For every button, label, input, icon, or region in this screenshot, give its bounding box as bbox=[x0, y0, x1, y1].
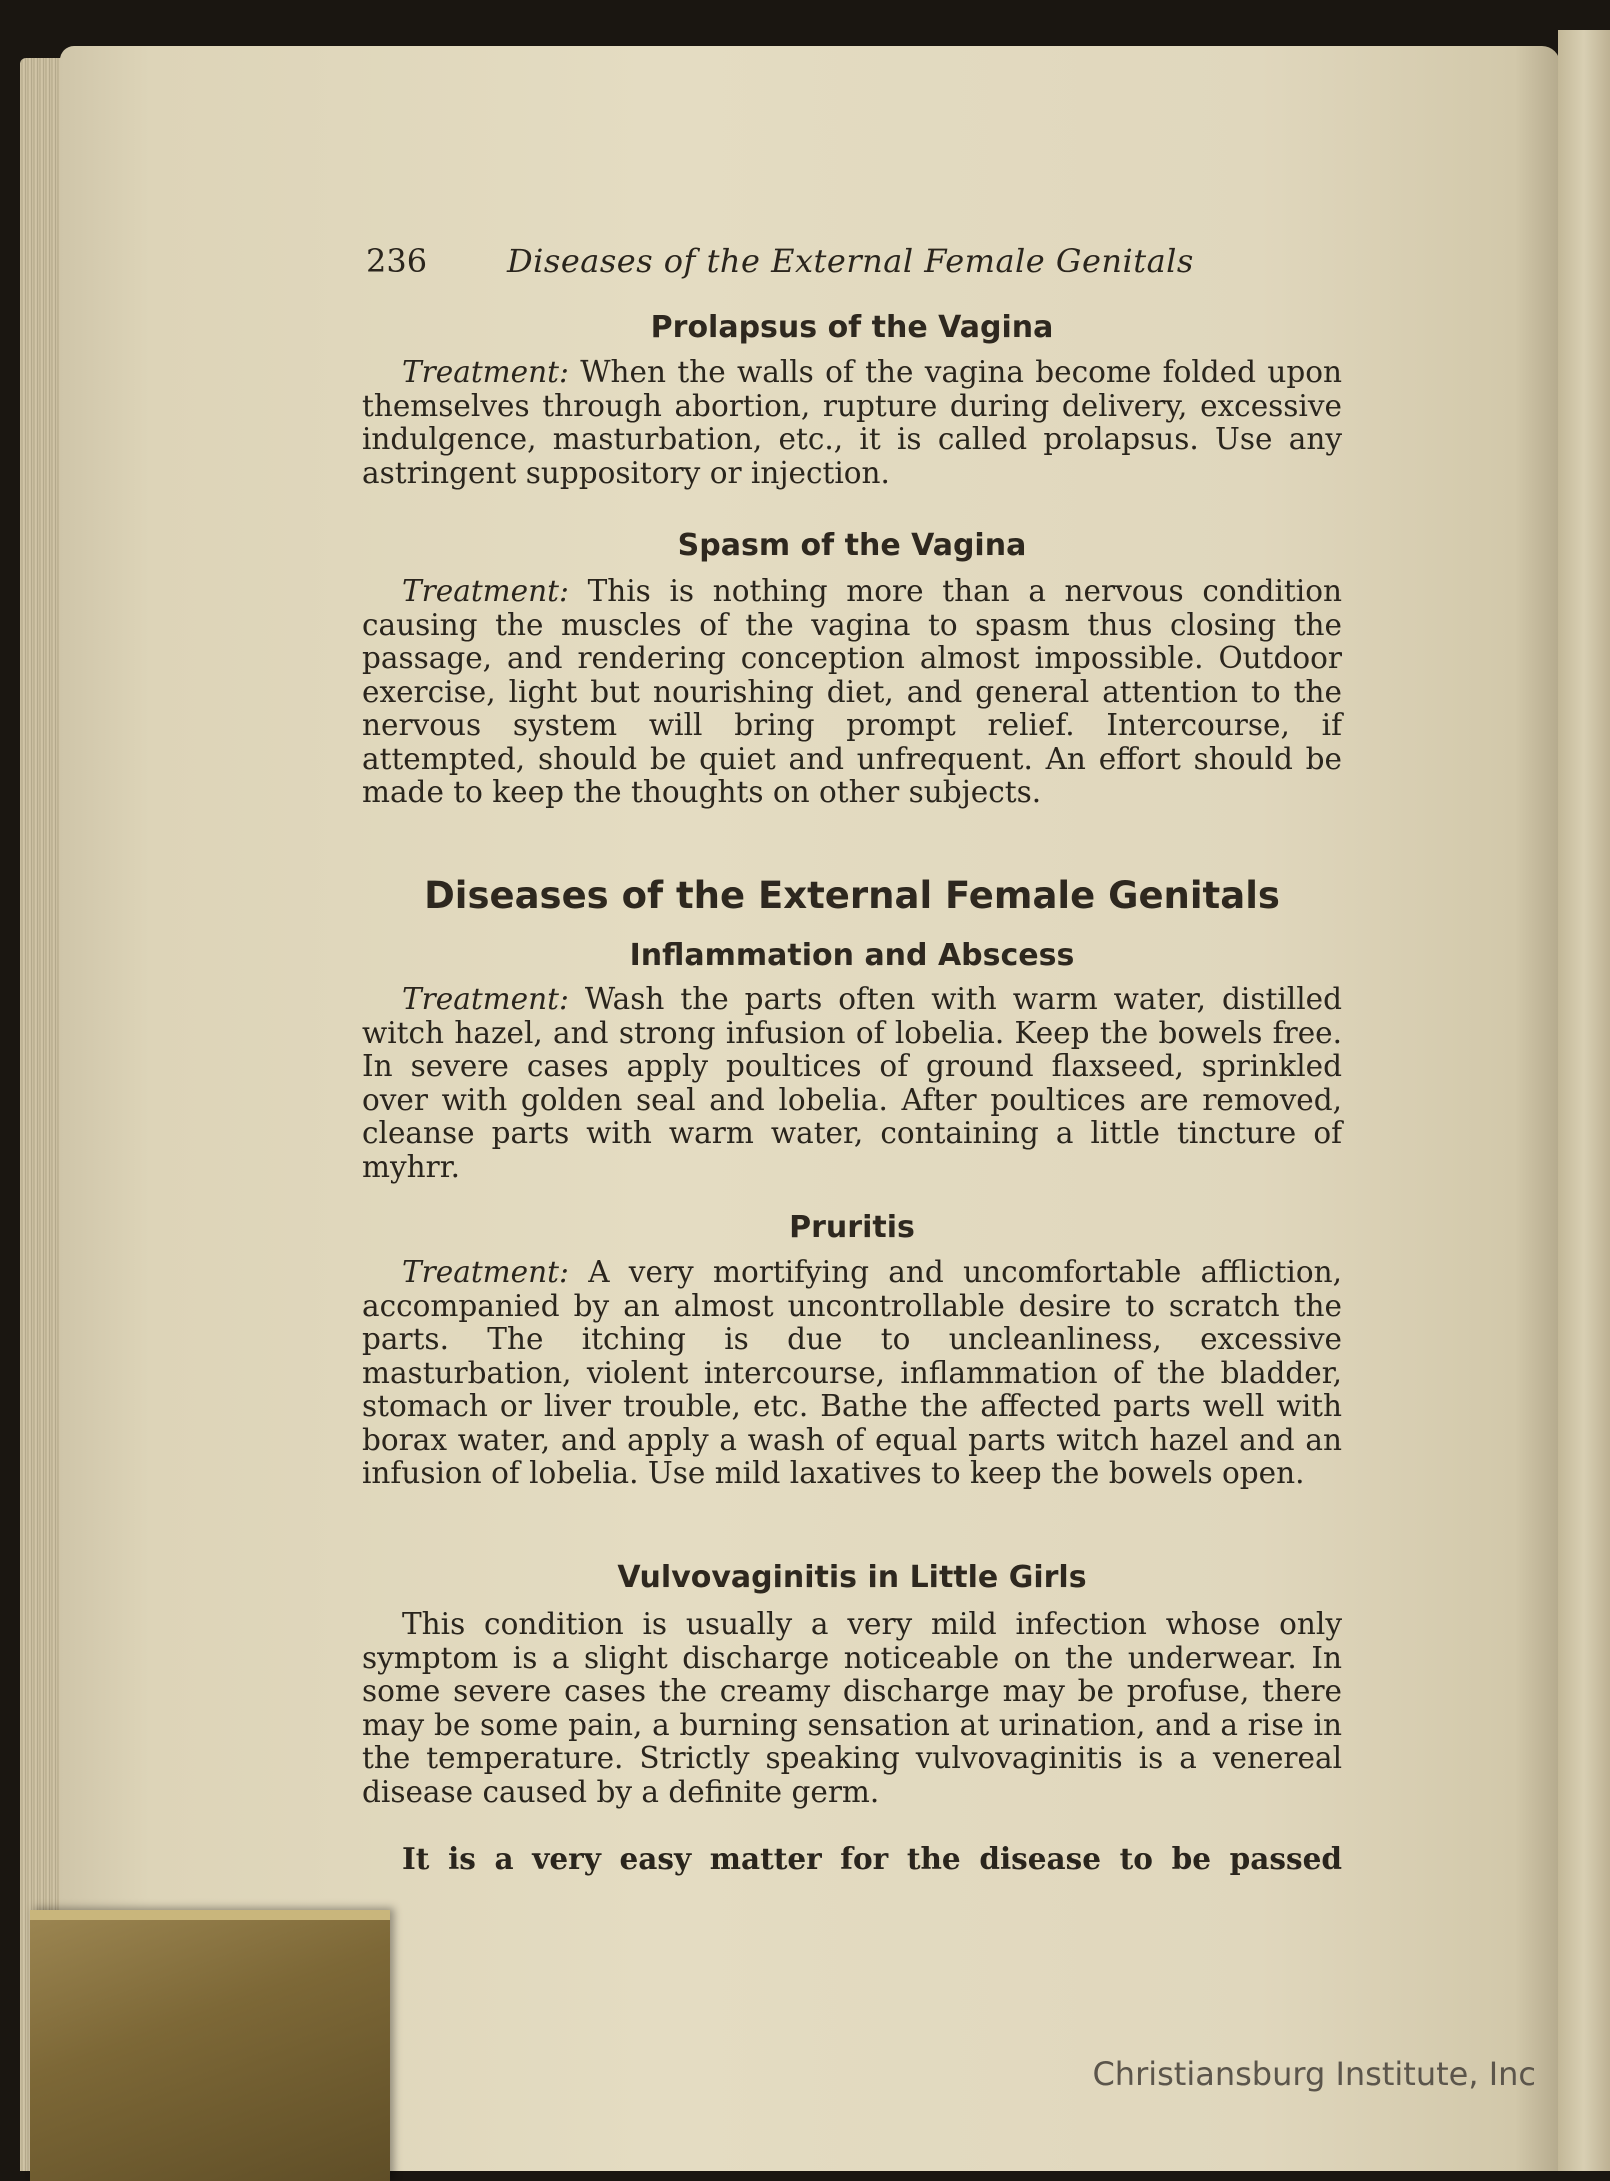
watermark: Christiansburg Institute, Inc bbox=[1092, 2055, 1536, 2093]
running-title: Diseases of the External Female Genitals bbox=[507, 242, 1194, 280]
paragraph-continued: It is a very easy matter for the disease to be passed bbox=[402, 1841, 1342, 1876]
facing-page-edge bbox=[1558, 30, 1610, 2171]
paragraph-text: Wash the parts often with warm water, distilled witch hazel, and strong infusion of lobelia. Keep the bowels free. In severe cases apply poultices of ground flaxseed, sprinkled over with golden seal and lobelia. After poultices are removed, cleanse parts with warm water, containing a little tincture of myhrr. bbox=[362, 982, 1342, 1184]
paragraph-vulvovaginitis: This condition is usually a very mild infection whose only symptom is a slight discharge noticeable on the underwear. In some severe cases the creamy discharge may be profuse, there may be some pain, a burning sensation at urination, and a rise in the temperature. Strictly speaking vulvovaginitis is a venereal disease caused by a definite germ. bbox=[362, 1607, 1342, 1809]
heading-inflammation: Inflammation and Abscess bbox=[629, 938, 1075, 973]
paragraph-inflammation bbox=[362, 983, 1342, 1184]
heading-spasm: Spasm of the Vagina bbox=[677, 528, 1027, 563]
treatment-label: Treatment: bbox=[402, 1255, 569, 1289]
treatment-label: Treatment: bbox=[402, 355, 569, 389]
paragraph-text: A very mortifying and uncomfortable affliction, accompanied by an almost uncontrollable desire to scratch the parts. The itching is due to uncleanliness, excessive masturbation, violent intercourse, inflammation of the bladder, stomach or liver trouble, etc. Bathe the affected parts well with borax water, and apply a wash of equal parts witch hazel and an infusion of lobelia. Use mild laxatives to keep the bowels open. bbox=[362, 1255, 1342, 1490]
paragraph-text: When the walls of the vagina become folded upon themselves through abortion, rupture during delivery, excessive indulgence, masturbation, etc., it is called prolapsus. Use any astringent suppository or injection. bbox=[362, 355, 1342, 490]
heading-pruritis: Pruritis bbox=[789, 1210, 915, 1245]
paragraph-spasm bbox=[362, 575, 1342, 810]
paragraph-text: This is nothing more than a nervous condition causing the muscles of the vagina to spasm thus closing the passage, and rendering conception almost impossible. Outdoor exercise, light but nourishing diet, and general attention to the nervous system will bring prompt relief. Intercourse, if attempted, should be quiet and unfrequent. An effort should be made to keep the thoughts on other subjects. bbox=[362, 574, 1342, 809]
running-head bbox=[362, 238, 1342, 288]
gilded-page-edge bbox=[30, 1910, 390, 2181]
paragraph-pruritis bbox=[362, 1256, 1342, 1491]
heading-vulvovaginitis: Vulvovaginitis in Little Girls bbox=[617, 1560, 1087, 1595]
heading-prolapsus: Prolapsus of the Vagina bbox=[650, 310, 1054, 345]
paragraph-prolapsus bbox=[362, 356, 1342, 490]
page-number: 236 bbox=[366, 242, 428, 280]
chapter-heading: Diseases of the External Female Genitals bbox=[424, 874, 1280, 917]
treatment-label: Treatment: bbox=[402, 574, 569, 608]
treatment-label: Treatment: bbox=[402, 982, 569, 1016]
